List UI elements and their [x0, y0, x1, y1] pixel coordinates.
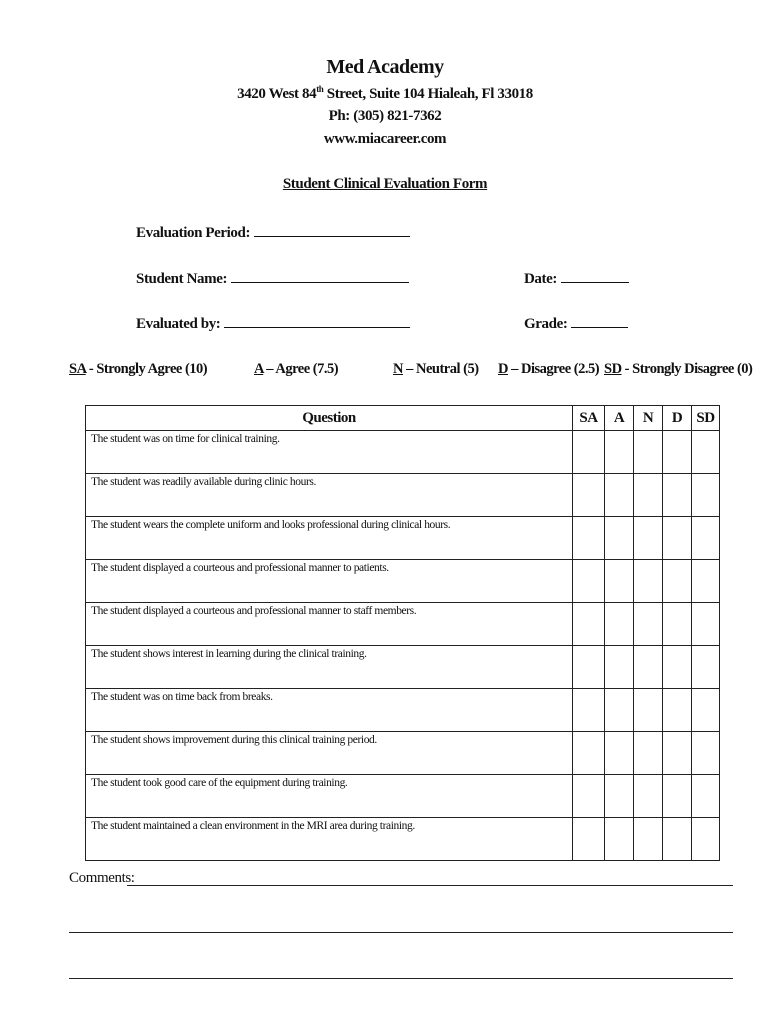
rating-cell-sa[interactable]: [573, 431, 605, 474]
address-part-1: 3420 West 84: [237, 86, 317, 102]
table-row: [86, 517, 720, 560]
comments-label: Comments:: [69, 870, 135, 886]
address-part-2: Street, Suite 104 Hialeah, Fl 33018: [323, 86, 533, 102]
rating-cell-a[interactable]: [605, 474, 634, 517]
column-header-question: Question: [86, 406, 573, 431]
legend-d-abbr: D: [498, 361, 508, 377]
rating-cell-d[interactable]: [663, 560, 692, 603]
rating-cell-n[interactable]: [634, 775, 663, 818]
rating-cell-n[interactable]: [634, 689, 663, 732]
table-row: [86, 775, 720, 818]
rating-cell-d[interactable]: [663, 732, 692, 775]
table-row: [86, 560, 720, 603]
rating-cell-d[interactable]: [663, 474, 692, 517]
rating-cell-sa[interactable]: [573, 560, 605, 603]
rating-cell-sd[interactable]: [692, 517, 720, 560]
student-name-blank[interactable]: [231, 268, 409, 283]
legend-n-text: – Neutral (5): [402, 361, 479, 377]
rating-cell-sd[interactable]: [692, 474, 720, 517]
table-row: [86, 689, 720, 732]
table-row: [86, 732, 720, 775]
legend-neutral: [393, 361, 479, 378]
legend-disagree: [498, 361, 599, 378]
question-text: The student shows interest in learning during the clinical training.: [86, 646, 573, 689]
student-name-field[interactable]: [136, 268, 409, 288]
question-text: The student took good care of the equipment during training.: [86, 775, 573, 818]
rating-cell-d[interactable]: [663, 646, 692, 689]
rating-cell-d[interactable]: [663, 603, 692, 646]
academy-website: www.miacareer.com: [323, 131, 447, 147]
rating-cell-d[interactable]: [663, 431, 692, 474]
evaluated-by-field[interactable]: [136, 313, 410, 333]
rating-cell-a[interactable]: [605, 646, 634, 689]
question-text: The student was readily available during clinic hours.: [86, 474, 573, 517]
rating-cell-a[interactable]: [605, 560, 634, 603]
rating-cell-sa[interactable]: [573, 732, 605, 775]
rating-cell-sd[interactable]: [692, 689, 720, 732]
rating-cell-sd[interactable]: [692, 818, 720, 861]
column-header-a: A: [605, 406, 634, 431]
question-text: The student was on time for clinical training.: [86, 431, 573, 474]
question-text: The student shows improvement during this clinical training period.: [86, 732, 573, 775]
academy-phone: Ph: (305) 821-7362: [328, 108, 442, 124]
evaluated-by-blank[interactable]: [224, 313, 410, 328]
legend-strongly-disagree: [604, 361, 752, 378]
evaluation-period-blank[interactable]: [254, 222, 410, 237]
student-name-label: Student Name:: [136, 271, 228, 287]
rating-cell-sa[interactable]: [573, 775, 605, 818]
rating-cell-d[interactable]: [663, 818, 692, 861]
date-label: Date:: [524, 271, 557, 287]
rating-cell-n[interactable]: [634, 818, 663, 861]
legend-agree: [254, 361, 338, 378]
rating-cell-sa[interactable]: [573, 603, 605, 646]
comments-line-3[interactable]: [69, 978, 733, 979]
rating-cell-n[interactable]: [634, 474, 663, 517]
column-header-d: D: [663, 406, 692, 431]
legend-n-abbr: N: [393, 361, 403, 377]
legend-strongly-agree: [69, 361, 207, 378]
table-header-row: [86, 406, 720, 431]
legend-sa-text: - Strongly Agree (10): [85, 361, 208, 377]
rating-cell-d[interactable]: [663, 517, 692, 560]
legend-d-text: – Disagree (2.5): [507, 361, 600, 377]
table-row: [86, 603, 720, 646]
evaluation-period-field[interactable]: [136, 222, 410, 242]
evaluated-by-label: Evaluated by:: [136, 316, 221, 332]
evaluation-period-label: Evaluation Period:: [136, 225, 251, 241]
rating-cell-a[interactable]: [605, 431, 634, 474]
question-text: The student displayed a courteous and professional manner to staff members.: [86, 603, 573, 646]
rating-cell-sd[interactable]: [692, 603, 720, 646]
rating-cell-a[interactable]: [605, 732, 634, 775]
table-row: [86, 431, 720, 474]
rating-cell-sd[interactable]: [692, 431, 720, 474]
date-blank[interactable]: [561, 268, 629, 283]
column-header-n: N: [634, 406, 663, 431]
rating-cell-d[interactable]: [663, 775, 692, 818]
legend-a-text: – Agree (7.5): [263, 361, 339, 377]
legend-sd-abbr: SD: [604, 361, 622, 377]
rating-cell-a[interactable]: [605, 603, 634, 646]
question-text: The student displayed a courteous and professional manner to patients.: [86, 560, 573, 603]
rating-cell-sd[interactable]: [692, 732, 720, 775]
rating-cell-a[interactable]: [605, 517, 634, 560]
column-header-sd: SD: [692, 406, 720, 431]
rating-cell-n[interactable]: [634, 517, 663, 560]
rating-cell-a[interactable]: [605, 689, 634, 732]
address-superscript: th: [316, 84, 324, 94]
evaluation-table: [85, 405, 720, 861]
grade-label: Grade:: [524, 316, 568, 332]
rating-cell-sa[interactable]: [573, 818, 605, 861]
rating-cell-n[interactable]: [634, 603, 663, 646]
rating-cell-sa[interactable]: [573, 517, 605, 560]
rating-cell-sa[interactable]: [573, 689, 605, 732]
table-row: [86, 474, 720, 517]
rating-cell-a[interactable]: [605, 775, 634, 818]
legend-sa-abbr: SA: [69, 361, 86, 377]
rating-cell-sd[interactable]: [692, 560, 720, 603]
rating-cell-n[interactable]: [634, 431, 663, 474]
column-header-sa: SA: [573, 406, 605, 431]
table-body: [86, 431, 720, 861]
question-text: The student was on time back from breaks.: [86, 689, 573, 732]
comments-line-1[interactable]: [127, 885, 733, 886]
rating-cell-sd[interactable]: [692, 775, 720, 818]
legend-sd-text: - Strongly Disagree (0): [621, 361, 753, 377]
comments-line-2[interactable]: [69, 932, 733, 933]
question-text: The student maintained a clean environment in the MRI area during training.: [86, 818, 573, 861]
question-text: The student wears the complete uniform and looks professional during clinical hours.: [86, 517, 573, 560]
table-row: [86, 818, 720, 861]
rating-cell-n[interactable]: [634, 560, 663, 603]
date-field[interactable]: [524, 268, 629, 288]
rating-cell-sd[interactable]: [692, 646, 720, 689]
legend-a-abbr: A: [254, 361, 264, 377]
rating-cell-d[interactable]: [663, 689, 692, 732]
rating-cell-sa[interactable]: [573, 646, 605, 689]
rating-cell-n[interactable]: [634, 646, 663, 689]
grade-blank[interactable]: [571, 313, 628, 328]
table-row: [86, 646, 720, 689]
academy-address: [0, 84, 770, 103]
rating-cell-sa[interactable]: [573, 474, 605, 517]
rating-cell-a[interactable]: [605, 818, 634, 861]
academy-title: Med Academy: [326, 56, 444, 78]
rating-cell-n[interactable]: [634, 732, 663, 775]
form-title: Student Clinical Evaluation Form: [282, 176, 488, 192]
grade-field[interactable]: [524, 313, 628, 333]
